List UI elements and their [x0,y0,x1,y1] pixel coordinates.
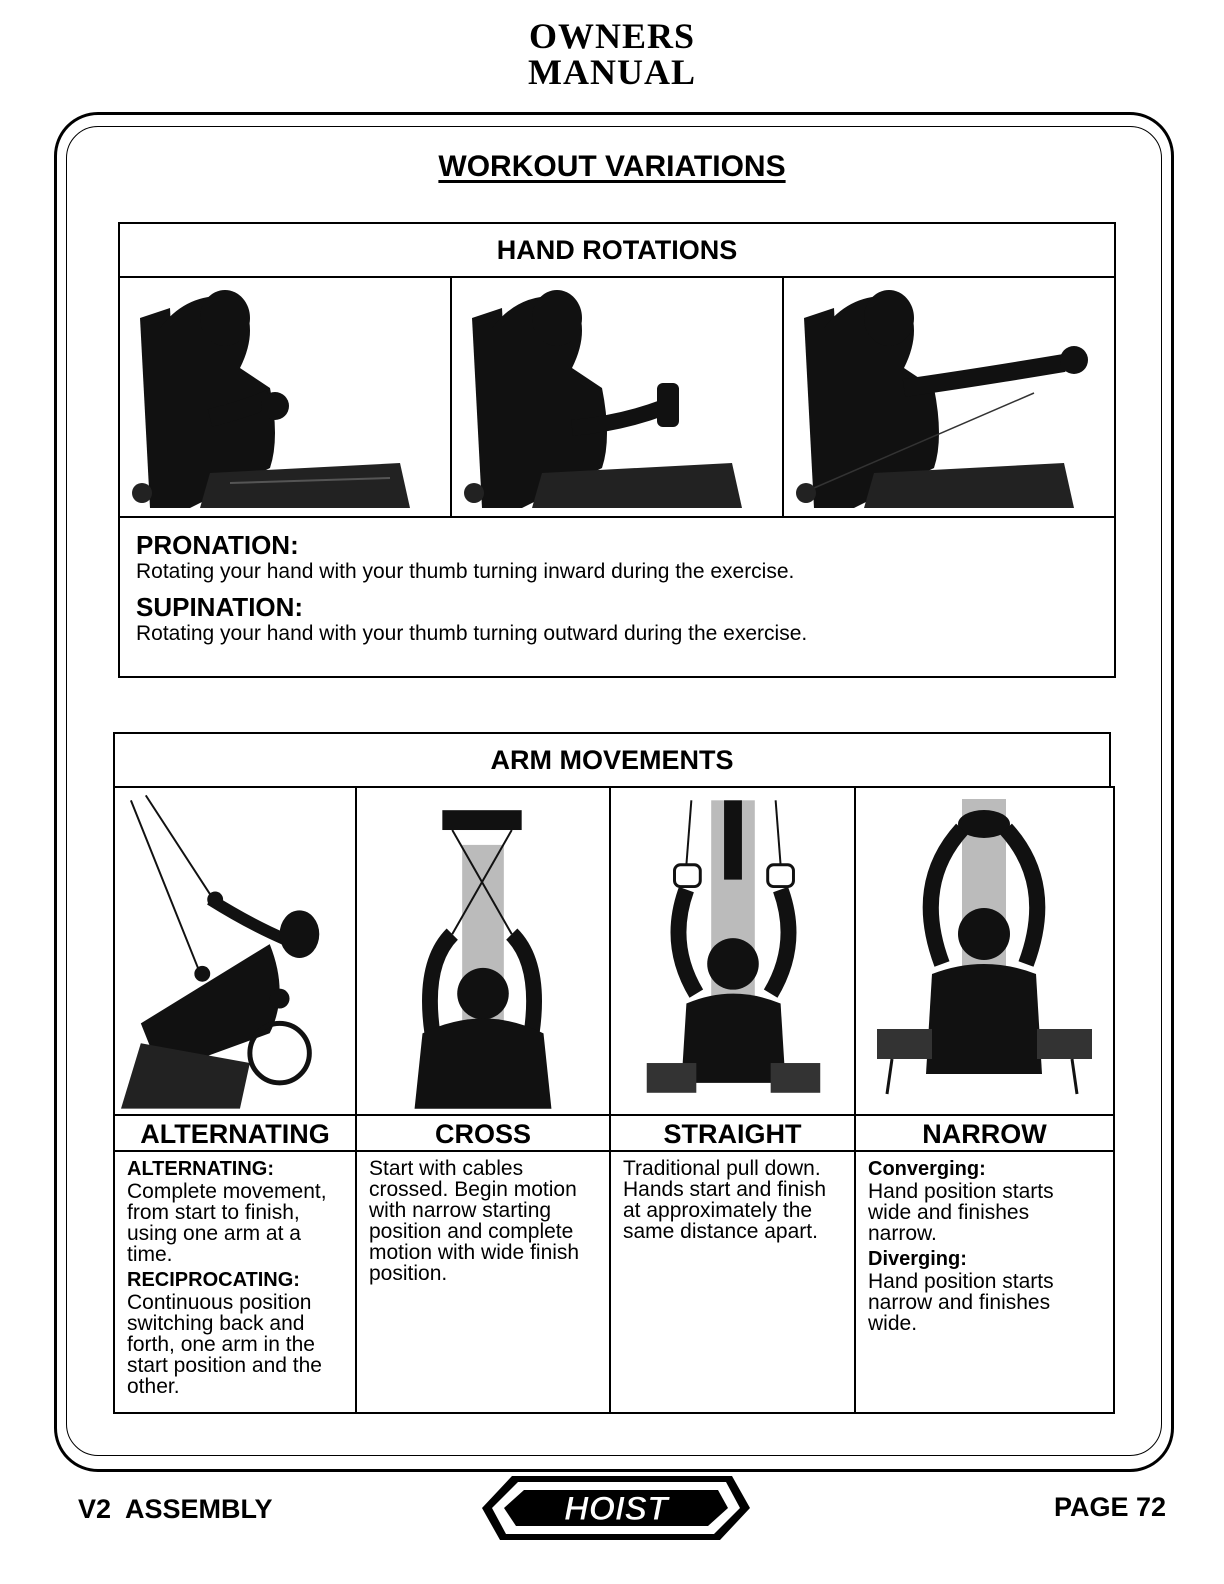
pronation-text: Rotating your hand with your thumb turning inward during the exercise. [136,560,795,583]
alternating-photo-cell [115,788,355,1114]
alternating-text: Complete movement, from start to finish, using one arm at a time. [127,1180,327,1266]
straight-column [611,788,856,1412]
straight-description [611,1152,854,1252]
reciprocating-term: RECIPROCATING: [127,1269,300,1291]
pronation-term: PRONATION: [136,530,299,560]
diverging-text: Hand position starts narrow and finishes wide. [868,1270,1054,1335]
hand-rotations-heading: HAND ROTATIONS [120,224,1114,278]
alternating-photo [121,794,349,1110]
straight-label: STRAIGHT [611,1114,854,1152]
supination-text: Rotating your hand with your thumb turning outward during the exercise. [136,622,808,645]
narrow-photo [862,794,1107,1110]
arm-movements-grid [113,786,1115,1414]
cross-description [357,1152,609,1294]
supination-photo [792,288,1106,508]
pronation-photo-cell [120,278,452,516]
neutral-grip-photo [460,288,774,508]
hand-rotations-panel [118,222,1116,678]
converging-term: Converging: [868,1158,986,1180]
converging-text: Hand position starts wide and finishes narrow. [868,1180,1054,1245]
logo-text: HOIST [564,1490,668,1528]
cross-photo [363,794,603,1110]
manual-header [0,18,1224,90]
cross-label: CROSS [357,1114,609,1152]
cross-column [357,788,611,1412]
alternating-label: ALTERNATING [115,1114,355,1152]
hand-rotations-definitions [120,518,1114,666]
diverging-term: Diverging: [868,1248,967,1270]
narrow-photo-cell [856,788,1113,1114]
arm-movements-heading-box [113,732,1111,786]
narrow-label: NARROW [856,1114,1113,1152]
narrow-description [856,1152,1113,1344]
arm-movements-heading: ARM MOVEMENTS [115,734,1109,788]
alternating-description [115,1152,355,1407]
cross-photo-cell [357,788,609,1114]
supination-term: SUPINATION: [136,592,304,622]
cross-text: Start with cables crossed. Begin motion with narrow starting position and complete motion with wide finish position. [369,1157,580,1285]
narrow-column [856,788,1113,1412]
straight-text: Traditional pull down. Hands start and finish at approximately the same distance apart. [623,1157,827,1243]
reciprocating-text: Continuous position switching back and forth, one arm in the start position and the other. [127,1291,322,1398]
hand-rotations-photos [120,278,1114,518]
footer-section-label: V2 ASSEMBLY [78,1494,273,1524]
straight-photo [617,794,848,1110]
page-number: PAGE 72 [1053,1492,1166,1522]
pronation-photo [128,288,442,508]
alternating-term: ALTERNATING: [127,1158,275,1180]
header-line-2: MANUAL [528,52,696,92]
alternating-column [115,788,357,1412]
hoist-logo [482,1472,750,1544]
straight-photo-cell [611,788,854,1114]
page-title: WORKOUT VARIATIONS [438,150,786,183]
neutral-photo-cell [452,278,784,516]
header-line-1: OWNERS [528,16,696,56]
supination-photo-cell [784,278,1114,516]
